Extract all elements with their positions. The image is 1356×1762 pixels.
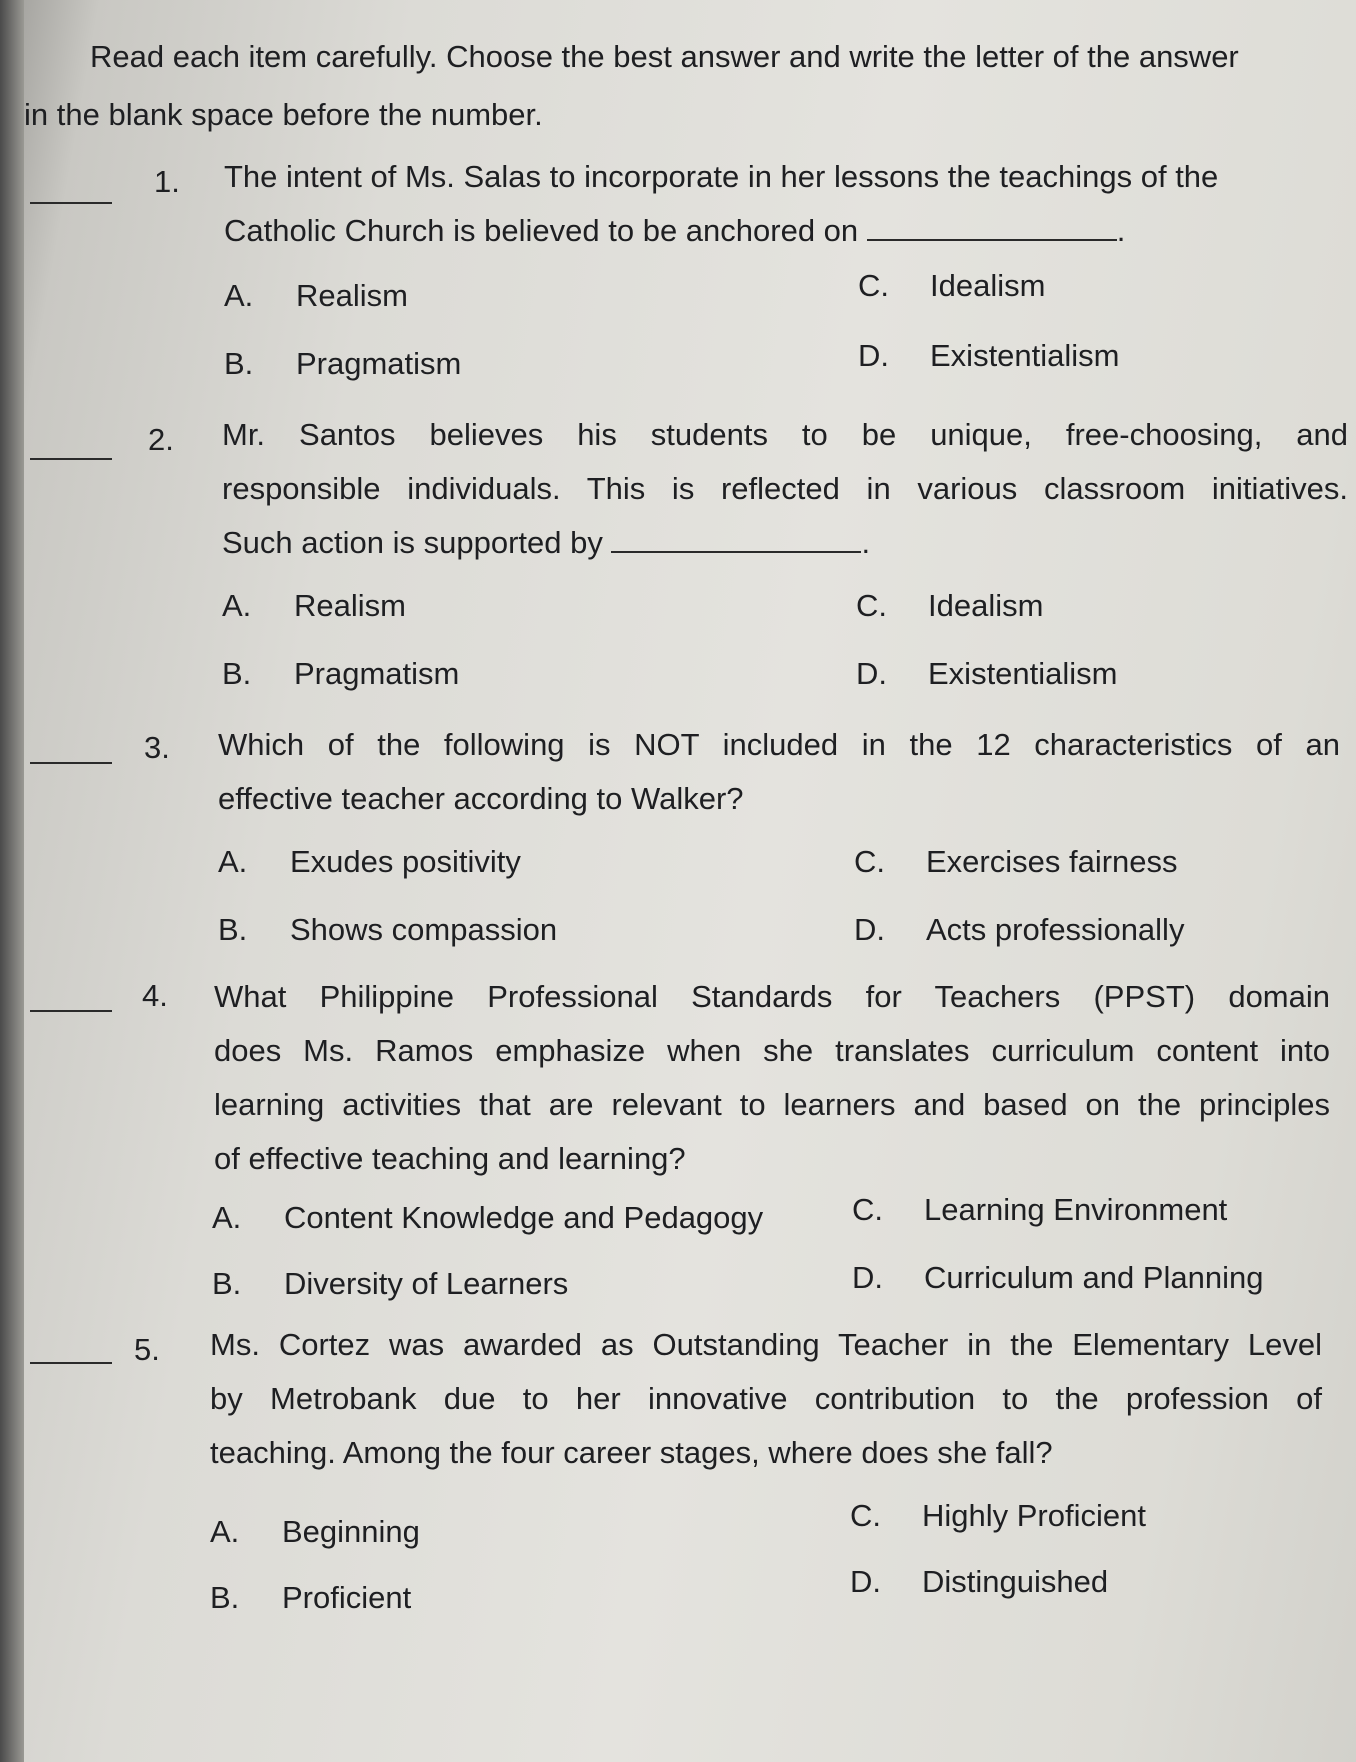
option-b[interactable]: [212, 1266, 568, 1302]
answer-blank-2[interactable]: [30, 458, 112, 460]
option-text: Learning Environment: [924, 1192, 1228, 1227]
option-letter: B.: [224, 346, 254, 381]
option-letter: B.: [218, 912, 248, 947]
question-stem: [224, 150, 1344, 258]
instruction-line-2: in the blank space before the number.: [24, 97, 543, 132]
question-stem: [222, 408, 1348, 570]
option-letter: A.: [210, 1514, 240, 1549]
stem-line: responsible individuals. This is reflected in various classroom initiatives.: [222, 471, 1348, 506]
option-b[interactable]: [222, 656, 459, 692]
stem-line: What Philippine Professional Standards for Teachers (PPST) domain: [214, 979, 1330, 1014]
question-stem: [210, 1318, 1322, 1480]
option-a[interactable]: [218, 844, 521, 880]
stem-line: does Ms. Ramos emphasize when she translates curriculum content into: [214, 1033, 1330, 1068]
fill-in-blank[interactable]: [867, 215, 1117, 241]
question-number: 3.: [144, 730, 170, 765]
option-text: Pragmatism: [294, 656, 460, 691]
option-letter: D.: [850, 1564, 881, 1599]
option-letter: C.: [856, 588, 887, 623]
option-d[interactable]: [854, 912, 1184, 948]
page-edge-shadow: [0, 0, 24, 1762]
stem-line: of effective teaching and learning?: [214, 1141, 686, 1176]
option-d[interactable]: [856, 656, 1118, 692]
option-c[interactable]: [850, 1498, 1146, 1534]
option-d[interactable]: [852, 1260, 1263, 1296]
option-letter: A.: [218, 844, 248, 879]
instructions: [24, 28, 1344, 144]
option-letter: B.: [222, 656, 252, 691]
stem-line: effective teacher according to Walker?: [218, 781, 744, 816]
option-text: Distinguished: [922, 1564, 1109, 1599]
answer-blank-1[interactable]: [30, 202, 112, 204]
option-text: Content Knowledge and Pedagogy: [284, 1200, 764, 1235]
option-letter: C.: [858, 268, 889, 303]
option-letter: D.: [856, 656, 887, 691]
option-text: Highly Proficient: [922, 1498, 1146, 1533]
option-a[interactable]: [212, 1200, 763, 1236]
option-text: Diversity of Learners: [284, 1266, 569, 1301]
stem-line: Ms. Cortez was awarded as Outstanding Teacher in the Elementary Level: [210, 1327, 1322, 1362]
option-text: Exudes positivity: [290, 844, 521, 879]
option-letter: A.: [212, 1200, 242, 1235]
stem-line: Which of the following is NOT included in the 12 characteristics of an: [218, 727, 1340, 762]
option-c[interactable]: [854, 844, 1178, 880]
question-number: 4.: [142, 978, 168, 1013]
question-stem: [218, 718, 1340, 826]
stem-line: by Metrobank due to her innovative contribution to the profession of: [210, 1381, 1322, 1416]
option-text: Existentialism: [930, 338, 1120, 373]
option-b[interactable]: [224, 346, 461, 382]
option-text: Idealism: [930, 268, 1046, 303]
stem-line: The intent of Ms. Salas to incorporate in her lessons the teachings of the: [224, 159, 1219, 194]
option-text: Proficient: [282, 1580, 412, 1615]
option-text: Shows compassion: [290, 912, 558, 947]
option-letter: C.: [852, 1192, 883, 1227]
question-number: 1.: [154, 164, 180, 199]
option-letter: D.: [854, 912, 885, 947]
stem-line: teaching. Among the four career stages, where does she fall?: [210, 1435, 1053, 1470]
stem-line: Catholic Church is believed to be anchored on .: [224, 213, 1126, 248]
option-c[interactable]: [858, 268, 1045, 304]
option-a[interactable]: [210, 1514, 420, 1550]
option-a[interactable]: [222, 588, 406, 624]
option-text: Realism: [294, 588, 406, 623]
option-letter: C.: [854, 844, 885, 879]
instruction-line-1: Read each item carefully. Choose the best answer and write the letter of the answer: [90, 39, 1239, 74]
option-text: Exercises fairness: [926, 844, 1178, 879]
stem-line: Mr. Santos believes his students to be unique, free-choosing, and: [222, 417, 1348, 452]
option-letter: A.: [224, 278, 254, 313]
answer-blank-3[interactable]: [30, 762, 112, 764]
option-letter: D.: [858, 338, 889, 373]
option-letter: A.: [222, 588, 252, 623]
option-text: Acts professionally: [926, 912, 1185, 947]
answer-blank-4[interactable]: [30, 1010, 112, 1012]
option-b[interactable]: [210, 1580, 411, 1616]
option-c[interactable]: [852, 1192, 1227, 1228]
option-letter: D.: [852, 1260, 883, 1295]
option-a[interactable]: [224, 278, 408, 314]
question-stem: [214, 970, 1330, 1186]
option-c[interactable]: [856, 588, 1043, 624]
option-text: Idealism: [928, 588, 1044, 623]
option-text: Pragmatism: [296, 346, 462, 381]
stem-line: learning activities that are relevant to learners and based on the principles: [214, 1087, 1330, 1122]
option-d[interactable]: [850, 1564, 1108, 1600]
option-text: Curriculum and Planning: [924, 1260, 1264, 1295]
option-b[interactable]: [218, 912, 557, 948]
stem-line: Such action is supported by .: [222, 525, 871, 560]
option-letter: B.: [212, 1266, 242, 1301]
option-letter: B.: [210, 1580, 240, 1615]
fill-in-blank[interactable]: [611, 527, 861, 553]
option-letter: C.: [850, 1498, 881, 1533]
option-text: Existentialism: [928, 656, 1118, 691]
question-number: 5.: [134, 1332, 160, 1367]
option-text: Realism: [296, 278, 408, 313]
question-number: 2.: [148, 422, 174, 457]
option-text: Beginning: [282, 1514, 420, 1549]
answer-blank-5[interactable]: [30, 1362, 112, 1364]
option-d[interactable]: [858, 338, 1120, 374]
